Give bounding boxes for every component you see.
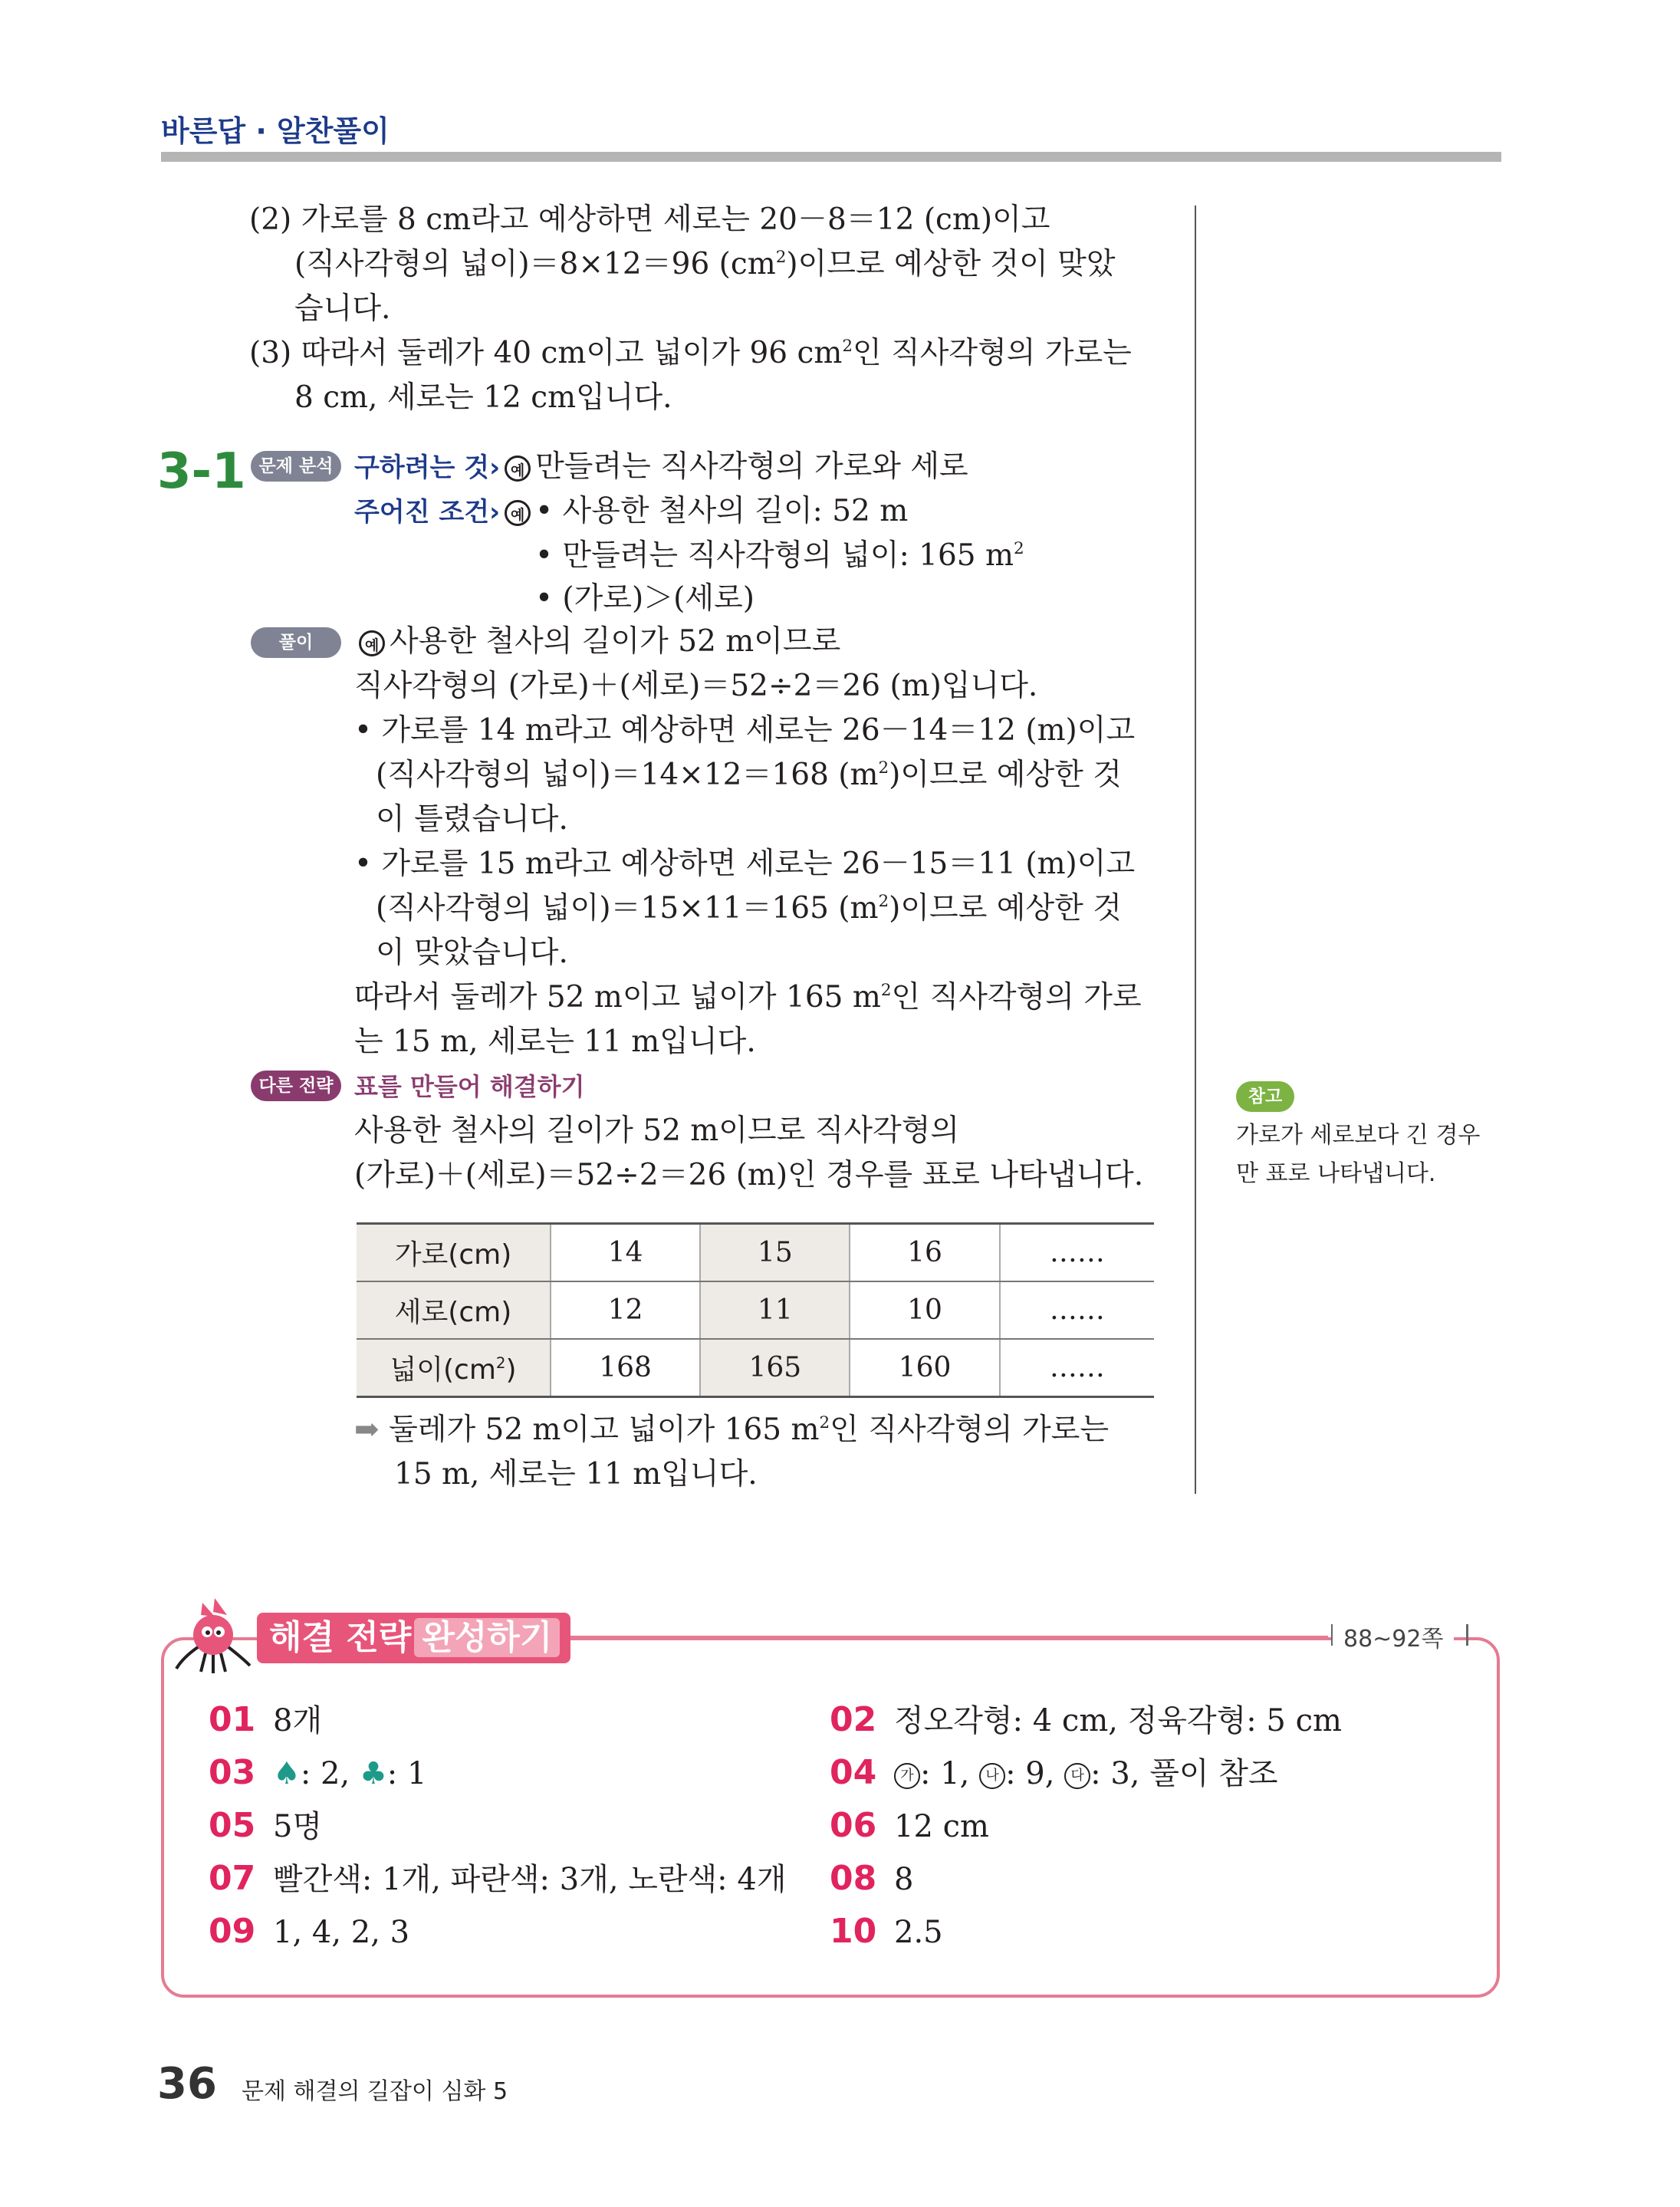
alt-strategy-title: 표를 만들어 해결하기 [354,1072,585,1101]
note-text: 가로가 세로보다 긴 경우 [1236,1122,1481,1149]
text-line: (2) 가로를 8 cm라고 예상하면 세로는 20－8＝12 (cm)이고 [249,202,1050,237]
answer-item: 09 1, 4, 2, 3 [209,1912,410,1951]
answer-item: 01 8개 [209,1700,323,1739]
example-mark: 예 [505,456,531,482]
answer-item: 05 5명 [209,1806,323,1845]
text-line: 이 틀렸습니다. [376,802,568,837]
text-line: 이 맞았습니다. [376,936,568,970]
solution-badge: 풀이 [251,627,341,658]
column-divider [1195,206,1196,1494]
answer-item: 06 12 cm [830,1806,989,1845]
note-badge: 참고 [1236,1081,1294,1112]
page-ref-tick [1466,1624,1468,1646]
note-text: 만 표로 나타냅니다. [1236,1160,1436,1187]
answer-item: 10 2.5 [830,1912,943,1951]
circled-da-icon: 다 [1064,1763,1090,1789]
given-line: • (가로)＞(세로) [535,581,755,616]
conclusion-line: ➡ 둘레가 52 m이고 넓이가 165 $m^2$인 직사각형의 가로는 [354,1413,1110,1447]
text-line: 직사각형의 (가로)＋(세로)＝52÷2＝26 (m)입니다. [354,669,1038,703]
text-line: (직사각형의 넓이)＝15×11＝165 $(m^2)$이므로 예상한 것 [376,891,1122,926]
mascot-icon [167,1592,259,1676]
table-row: 넓이$(cm^2)$ 168 165 160 …… [357,1339,1154,1397]
table-row: 세로(cm) 12 11 10 …… [357,1281,1154,1339]
alt-strategy-badge: 다른 전략 [251,1071,341,1101]
text-line: (직사각형의 넓이)＝14×12＝168 $(m^2)$이므로 예상한 것 [376,758,1122,792]
text-line: 예 사용한 철사의 길이가 52 m이므로 [354,620,840,664]
example-mark: 예 [359,630,385,656]
given-label: 주어진 조건 [354,497,490,528]
given-line: 주어진 조건› 예 • 사용한 철사의 길이: 52 m [354,494,909,528]
given-line: • 만들려는 직사각형의 넓이: 165 $m^2$ [535,538,1024,573]
arrow-right-icon: ➡ [354,1413,380,1447]
answer-item: 07 빨간색: 1개, 파란색: 3개, 노란색: 4개 [209,1859,787,1898]
example-mark: 예 [505,500,531,526]
text-line: 따라서 둘레가 52 m이고 넓이가 165 $m^2$인 직사각형의 가로 [354,980,1142,1015]
text-line: • 가로를 14 m라고 예상하면 세로는 26－14＝12 (m)이고 [354,713,1136,748]
chevron-right-icon: › [489,452,501,483]
text-line: • 가로를 15 m라고 예상하면 세로는 26－15＝11 (m)이고 [354,847,1136,881]
seek-label: 구하려는 것 [354,452,490,483]
circled-ga-icon: 가 [894,1763,920,1789]
table-row: 가로(cm) 14 15 16 …… [357,1224,1154,1282]
chevron-right-icon: › [489,497,501,528]
header-rule [161,152,1501,162]
conclusion-line: 15 m, 세로는 11 m입니다. [394,1457,758,1492]
answer-item: 08 8 [830,1859,914,1898]
section-header-title: 바른답 · 알찬풀이 [161,114,390,148]
club-icon: ♣ [359,1756,387,1791]
answer-item: 02 정오각형: 4 cm, 정육각형: 5 cm [830,1700,1342,1739]
spade-icon: ♠ [273,1756,301,1791]
answer-item: 03 ♠: 2, ♣: 1 [209,1753,427,1792]
text-line: (직사각형의 넓이)＝8×12＝96 $(cm^2)$이므로 예상한 것이 맞았 [294,247,1116,281]
width-height-table [357,1222,1154,1398]
text-line: 8 cm, 세로는 12 cm입니다. [294,380,672,415]
summary-top-rule [552,1636,1328,1637]
page-number: 36 [157,2059,217,2109]
seek-line: 구하려는 것› 예 만들려는 직사각형의 가로와 세로 [354,449,968,484]
summary-title: 해결 전략 완성하기 [257,1613,570,1663]
book-title: 문제 해결의 길잡이 심화 5 [242,2078,508,2105]
text-line: 습니다. [294,291,391,326]
text-line: 는 15 m, 세로는 11 m입니다. [354,1025,756,1059]
text-line: (3) 따라서 둘레가 40 cm이고 넓이가 96 $cm^2$인 직사각형의 가로는 [249,336,1132,370]
text-line: 사용한 철사의 길이가 52 m이므로 직사각형의 [354,1113,960,1148]
text-line: (가로)＋(세로)＝52÷2＝26 (m)인 경우를 표로 나타냅니다. [354,1158,1144,1192]
problem-number: 3-1 [157,443,246,500]
analysis-badge: 문제 분석 [251,451,341,482]
page-range: 88~92쪽 [1333,1620,1454,1653]
answer-item: 04 가 : 1, 나 : 9, 다 : 3, 풀이 참조 [830,1753,1278,1792]
circled-na-icon: 나 [979,1763,1005,1789]
